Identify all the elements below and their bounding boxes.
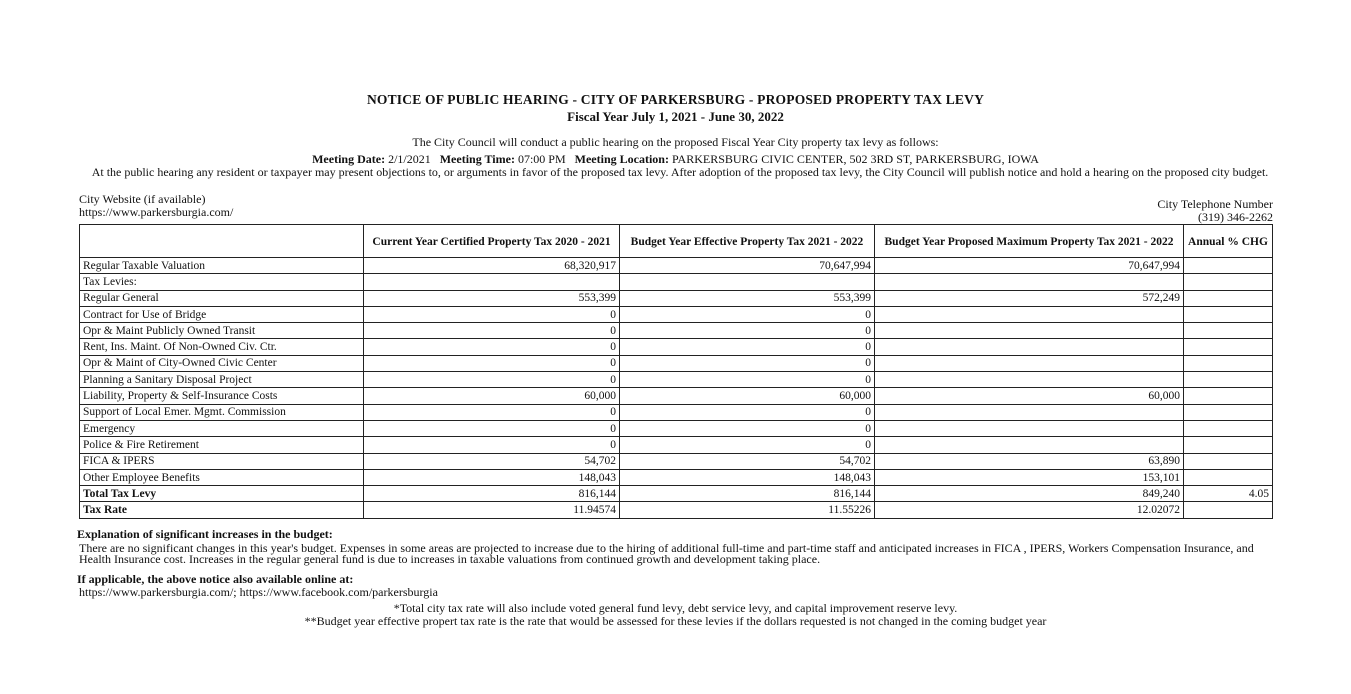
row-label: Tax Rate xyxy=(80,502,364,518)
meeting-location: PARKERSBURG CIVIC CENTER, 502 3RD ST, PARKERSBURG, IOWA xyxy=(671,152,1039,166)
cell-current: 553,399 xyxy=(364,290,620,306)
cell-current: 0 xyxy=(364,355,620,371)
cell-chg xyxy=(1184,502,1273,518)
table-header-row xyxy=(80,225,1273,258)
phone-block xyxy=(1157,198,1273,224)
row-label: Contract for Use of Bridge xyxy=(80,306,364,322)
cell-current: 0 xyxy=(364,306,620,322)
meeting-time: 07:00 PM xyxy=(517,152,566,166)
cell-proposed xyxy=(875,437,1184,453)
cell-chg xyxy=(1184,453,1273,469)
cell-proposed xyxy=(875,372,1184,388)
table-row xyxy=(80,306,1273,322)
row-label: Liability, Property & Self-Insurance Costs xyxy=(80,388,364,404)
column-header-4: Annual % CHG xyxy=(1184,225,1273,258)
cell-proposed: 63,890 xyxy=(875,453,1184,469)
cell-effective: 0 xyxy=(620,339,875,355)
cell-chg xyxy=(1184,258,1273,274)
cell-effective xyxy=(620,274,875,290)
cell-proposed: 70,647,994 xyxy=(875,258,1184,274)
note-effective-rate: **Budget year effective propert tax rate is the rate that would be assessed for these levies if the dollars requested is not changed in the coming budget year xyxy=(304,614,1047,628)
cell-current: 816,144 xyxy=(364,486,620,502)
row-label: Planning a Sanitary Disposal Project xyxy=(80,372,364,388)
table-row xyxy=(80,258,1273,274)
cell-effective: 148,043 xyxy=(620,469,875,485)
row-label: Total Tax Levy xyxy=(80,486,364,502)
cell-effective: 553,399 xyxy=(620,290,875,306)
table-row xyxy=(80,404,1273,420)
explanation-text: There are no significant changes in this year's budget. Expenses in some areas are projected to increase due to the hiring of additional full-time and part-time staff and anticipated increases in FICA , IPERS, Workers Compensation Insurance, and Health Insurance cost. Increases in the regular general fund is due to increases in taxable valuations from continued growth and development taking place. xyxy=(79,541,1254,566)
cell-chg xyxy=(1184,306,1273,322)
phone-number: (319) 346-2262 xyxy=(1198,210,1273,224)
objection-notice: At the public hearing any resident or taxpayer may present objections to, or arguments in favor of the proposed tax levy. After adoption of the proposed tax levy, the City Council will publish notice and hold a hearing on the proposed city budget. xyxy=(91,165,1269,179)
cell-proposed: 60,000 xyxy=(875,388,1184,404)
online-links[interactable]: https://www.parkersburgia.com/; https://www.facebook.com/parkersburgia xyxy=(79,585,438,599)
cell-chg xyxy=(1184,339,1273,355)
levy-table xyxy=(79,224,1273,519)
table-row xyxy=(80,290,1273,306)
meeting-date: 2/1/2021 xyxy=(388,152,431,166)
cell-effective: 0 xyxy=(620,306,875,322)
table-row xyxy=(80,453,1273,469)
column-header-0 xyxy=(80,225,364,258)
website-block xyxy=(79,193,233,219)
online-heading: If applicable, the above notice also available online at: xyxy=(77,572,354,586)
table-row xyxy=(80,355,1273,371)
table-row xyxy=(80,274,1273,290)
cell-current: 11.94574 xyxy=(364,502,620,518)
row-label: Tax Levies: xyxy=(80,274,364,290)
cell-proposed xyxy=(875,420,1184,436)
phone-label: City Telephone Number xyxy=(1157,197,1273,211)
cell-effective: 0 xyxy=(620,372,875,388)
cell-chg xyxy=(1184,355,1273,371)
cell-proposed xyxy=(875,404,1184,420)
cell-proposed xyxy=(875,306,1184,322)
cell-chg xyxy=(1184,290,1273,306)
cell-effective: 54,702 xyxy=(620,453,875,469)
notice-title: NOTICE OF PUBLIC HEARING - CITY OF PARKERSBURG - PROPOSED PROPERTY TAX LEVY xyxy=(366,92,985,107)
cell-current: 0 xyxy=(364,372,620,388)
cell-chg xyxy=(1184,388,1273,404)
cell-effective: 0 xyxy=(620,420,875,436)
row-label: Emergency xyxy=(80,420,364,436)
table-row xyxy=(80,486,1273,502)
cell-current: 54,702 xyxy=(364,453,620,469)
cell-proposed: 572,249 xyxy=(875,290,1184,306)
cell-current xyxy=(364,274,620,290)
cell-effective: 11.55226 xyxy=(620,502,875,518)
cell-proposed: 153,101 xyxy=(875,469,1184,485)
cell-chg xyxy=(1184,437,1273,453)
table-row xyxy=(80,339,1273,355)
cell-effective: 60,000 xyxy=(620,388,875,404)
cell-current: 0 xyxy=(364,339,620,355)
column-header-1: Current Year Certified Property Tax 2020 - 2021 xyxy=(364,225,620,258)
cell-effective: 0 xyxy=(620,323,875,339)
row-label: Support of Local Emer. Mgmt. Commission xyxy=(80,404,364,420)
website-label: City Website (if available) xyxy=(79,192,206,206)
cell-effective: 0 xyxy=(620,404,875,420)
column-header-3: Budget Year Proposed Maximum Property Tax 2021 - 2022 xyxy=(875,225,1184,258)
cell-effective: 70,647,994 xyxy=(620,258,875,274)
meeting-time-label: Meeting Time: xyxy=(439,152,515,166)
cell-proposed xyxy=(875,355,1184,371)
cell-chg: 4.05 xyxy=(1184,486,1273,502)
row-label: Police & Fire Retirement xyxy=(80,437,364,453)
cell-chg xyxy=(1184,469,1273,485)
cell-current: 68,320,917 xyxy=(364,258,620,274)
cell-current: 60,000 xyxy=(364,388,620,404)
cell-current: 0 xyxy=(364,420,620,436)
fiscal-year: Fiscal Year July 1, 2021 - June 30, 2022 xyxy=(567,109,784,124)
cell-chg xyxy=(1184,420,1273,436)
note-total-rate-text: *Total city tax rate will also include voted general fund levy, debt service levy, and capital improvement reserve levy. xyxy=(393,601,958,615)
table-row xyxy=(80,437,1273,453)
table-row xyxy=(80,388,1273,404)
meeting-location-label: Meeting Location: xyxy=(574,152,669,166)
row-label: FICA & IPERS xyxy=(80,453,364,469)
table-row xyxy=(80,323,1273,339)
table-row xyxy=(80,420,1273,436)
cell-proposed xyxy=(875,274,1184,290)
cell-effective: 816,144 xyxy=(620,486,875,502)
row-label: Regular General xyxy=(80,290,364,306)
table-row xyxy=(80,469,1273,485)
levy-table-body xyxy=(80,258,1273,519)
row-label: Regular Taxable Valuation xyxy=(80,258,364,274)
cell-current: 148,043 xyxy=(364,469,620,485)
table-row xyxy=(80,502,1273,518)
meeting-date-label: Meeting Date: xyxy=(312,152,386,166)
cell-proposed xyxy=(875,339,1184,355)
cell-chg xyxy=(1184,274,1273,290)
cell-chg xyxy=(1184,323,1273,339)
explanation-heading: Explanation of significant increases in the budget: xyxy=(77,527,333,541)
cell-effective: 0 xyxy=(620,437,875,453)
cell-chg xyxy=(1184,372,1273,388)
column-header-2: Budget Year Effective Property Tax 2021 - 2022 xyxy=(620,225,875,258)
cell-current: 0 xyxy=(364,437,620,453)
cell-proposed xyxy=(875,323,1184,339)
cell-effective: 0 xyxy=(620,355,875,371)
cell-current: 0 xyxy=(364,323,620,339)
cell-proposed: 12.02072 xyxy=(875,502,1184,518)
row-label: Opr & Maint of City-Owned Civic Center xyxy=(80,355,364,371)
table-row xyxy=(80,372,1273,388)
website-url[interactable]: https://www.parkersburgia.com/ xyxy=(79,205,234,219)
row-label: Opr & Maint Publicly Owned Transit xyxy=(80,323,364,339)
row-label: Rent, Ins. Maint. Of Non-Owned Civ. Ctr. xyxy=(80,339,364,355)
cell-proposed: 849,240 xyxy=(875,486,1184,502)
row-label: Other Employee Benefits xyxy=(80,469,364,485)
cell-chg xyxy=(1184,404,1273,420)
hearing-intro: The City Council will conduct a public hearing on the proposed Fiscal Year City property tax levy as follows: xyxy=(412,135,939,149)
cell-current: 0 xyxy=(364,404,620,420)
